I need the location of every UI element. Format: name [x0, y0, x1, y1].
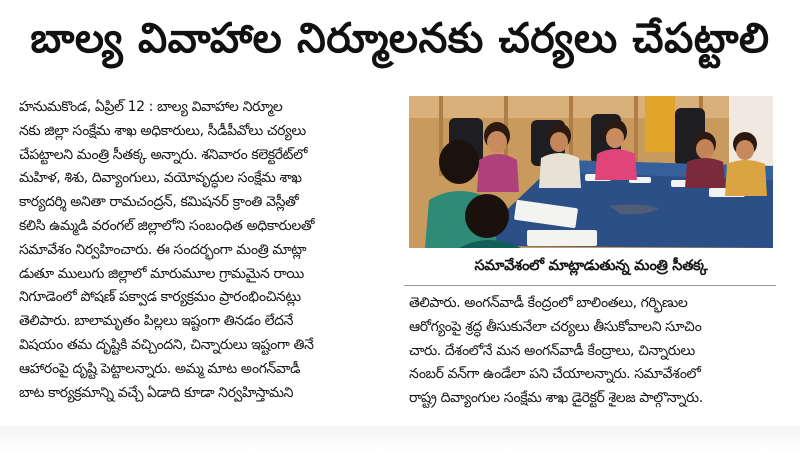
article-text-line: రాష్ట్ర దివ్యాంగుల సంక్షేమ శాఖ డైరెక్టర్ శైలజ పాల్గొన్నారు. [409, 390, 703, 407]
meeting-photo [409, 96, 773, 248]
article-text-line: కలిసి ఉమ్మడి వరంగల్ జిల్లాలోని సంబంధిత అధికారులతో [19, 217, 315, 234]
article-text-line: తెలిపారు. బాలామృతం పిల్లలు ఇష్టంగా తినడం లేదనే [19, 313, 294, 330]
article-text-line: ఆహారంపై దృష్టి పెట్టాలన్నారు. అమ్మ మాట అంగన్‌వాడీ [19, 360, 301, 377]
article-text-line: విషయం తమ దృష్టికి వచ్చిందని, చిన్నారులు ఇష్టంగా తినే [19, 336, 314, 353]
article-text-line: తెలిపారు. అంగన్‌వాడీ కేంద్రంలో బాలింతలు, గర్భిణుల [409, 295, 688, 311]
article-right-column [409, 292, 777, 411]
article-text-line: నిగూడెంలో పోషణ్ పక్వాడ కార్యక్రమం ప్రారంభించినట్లు [19, 289, 301, 306]
article-text-line: చారు. దేశంలోనే మన అంగన్‌వాడీ కేంద్రాలు, చిన్నారులు [409, 342, 695, 359]
photo-caption: సమావేశంలో మాట్లాడుతున్న మంత్రి సీతక్క [474, 258, 708, 274]
page-bottom-margin [0, 426, 800, 454]
article-text-line: కార్యదర్శి అనితా రామచంద్రన్, కమిషనర్ క్రాంతి వెస్లీతో [19, 194, 299, 211]
article-left-column [19, 96, 399, 405]
article-text-line: సమావేశం నిర్వహించారు. ఈ సందర్భంగా మంత్రి మాట్లా [19, 241, 307, 258]
article-text-line: ఆరోగ్యంపై శ్రద్ధ తీసుకునేలా చర్యలు తీసుకోవాలని సూచిం [409, 318, 702, 335]
article-text-line: చేపట్టాలని మంత్రి సీతక్క అన్నారు. శనివారం కలెక్టరేట్‌లో [19, 146, 308, 163]
article-text-line: డుతూ ములుగు జిల్లాలో మారుమూల గ్రామమైన రాయి [19, 265, 304, 282]
article-text-line: నకు జిల్లా సంక్షేమ శాఖ అధికారులు, సీడీపీవోలు చర్యలు [19, 122, 306, 139]
meeting-photo-illustration [409, 96, 773, 248]
article-text-line: హనుమకొండ, ఏప్రిల్ 12 : బాల్య వివాహాల నిర్మూల [19, 99, 283, 115]
article-headline: బాల్య వివాహాల నిర్మూలనకు చర్యలు చేపట్టాలి [30, 14, 770, 62]
caption-divider [404, 285, 776, 286]
article-text-line: నంబర్ వన్‌గా ఉండేలా పని చేయాలన్నారు. సమావేశంలో [409, 366, 701, 383]
article-text-line: బాట కార్యక్రమాన్ని వచ్చే ఏడాది కూడా నిర్వహిస్తామని [19, 384, 293, 401]
article-text-line: మహిళ, శిశు, దివ్యాంగులు, వయోవృద్ధుల సంక్షేమ శాఖ [19, 170, 302, 187]
